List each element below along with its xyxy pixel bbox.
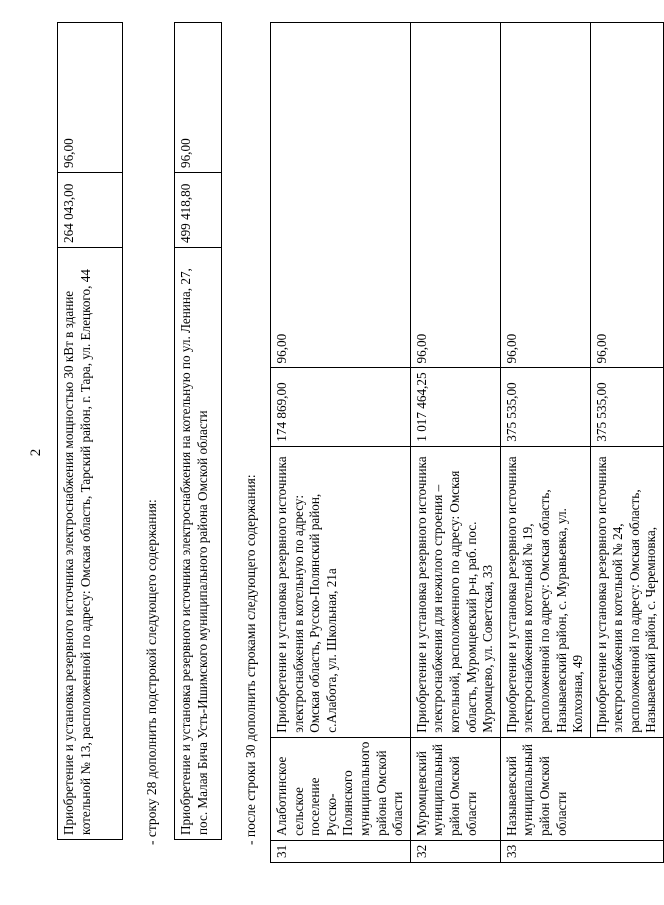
- entity-cell: Алаботинское сельское поселение Русско-Полянского муниципального района Омской области: [271, 737, 411, 840]
- description-cell: Приобретение и установка резервного источника электроснабжения в котельной № 24, расположенной по адресу: Омская область, Называевский район, с. Черемновка,: [590, 446, 663, 737]
- percent-cell: 96,00: [271, 23, 411, 368]
- amount-cell: 264 043,00: [58, 173, 123, 248]
- table-2: [174, 22, 222, 840]
- table-row: [590, 23, 663, 863]
- description-cell: Приобретение и установка резервного источника электроснабжения в котельную по адресу: Омская область, Русско-Полянский район, с.Алабота, ул. Школьная, 21а: [271, 446, 411, 737]
- description-cell: Приобретение и установка резервного источника электроснабжения для нежилого строения – котельной, расположенного по адресу: Омская область, Муромцевский р-н, раб. пос. Муромцево, ул. Советская, 33: [410, 446, 500, 737]
- page-number: 2: [28, 448, 44, 457]
- note-line-1: - строку 28 дополнить подстрокой следующего содержания:: [144, 499, 159, 845]
- percent-cell: 96,00: [590, 23, 663, 368]
- table-row: [175, 23, 222, 840]
- amount-cell: 174 869,00: [271, 368, 411, 446]
- amount-cell: 375 535,00: [590, 368, 663, 446]
- table-row: [271, 23, 411, 863]
- row-number-cell: 32: [410, 840, 500, 862]
- note-line-2: - после строки 30 дополнить строками следующего содержания:: [243, 474, 258, 845]
- percent-cell: 96,00: [500, 23, 590, 368]
- description-cell: Приобретение и установка резервного источника электроснабжения на котельную по ул. Ленина, 27, пос. Малая Бича Усть-Ишимского муниципального района Омской области: [175, 248, 222, 840]
- table-1: [57, 22, 123, 840]
- row-number-cell: 33: [500, 840, 590, 862]
- table-3: [270, 22, 664, 863]
- amount-cell: 499 418,80: [175, 173, 222, 248]
- description-cell: Приобретение и установка резервного источника электроснабжения в котельной № 19, расположенной по адресу: Омская область, Называевский район, с. Муравьевка, ул. Колхозная, 49: [500, 446, 590, 737]
- description-cell: Приобретение и установка резервного источника электроснабжения мощностью 30 кВт в здание котельной № 13, расположенной по адресу: Омская область, Тарский район, г. Тара, ул. Елецкого, 44: [58, 248, 123, 840]
- row-number-cell: [590, 840, 663, 862]
- table-row: [500, 23, 590, 863]
- percent-cell: 96,00: [410, 23, 500, 368]
- percent-cell: 96,00: [58, 23, 123, 173]
- table-row: [410, 23, 500, 863]
- amount-cell: 1 017 464,25: [410, 368, 500, 446]
- amount-cell: 375 535,00: [500, 368, 590, 446]
- table-row: [58, 23, 123, 840]
- entity-cell: Муромцевский муниципальный район Омской области: [410, 737, 500, 840]
- row-number-cell: 31: [271, 840, 411, 862]
- entity-cell: Называевский муниципальный район Омской области: [500, 737, 590, 840]
- percent-cell: 96,00: [175, 23, 222, 173]
- entity-cell: [590, 737, 663, 840]
